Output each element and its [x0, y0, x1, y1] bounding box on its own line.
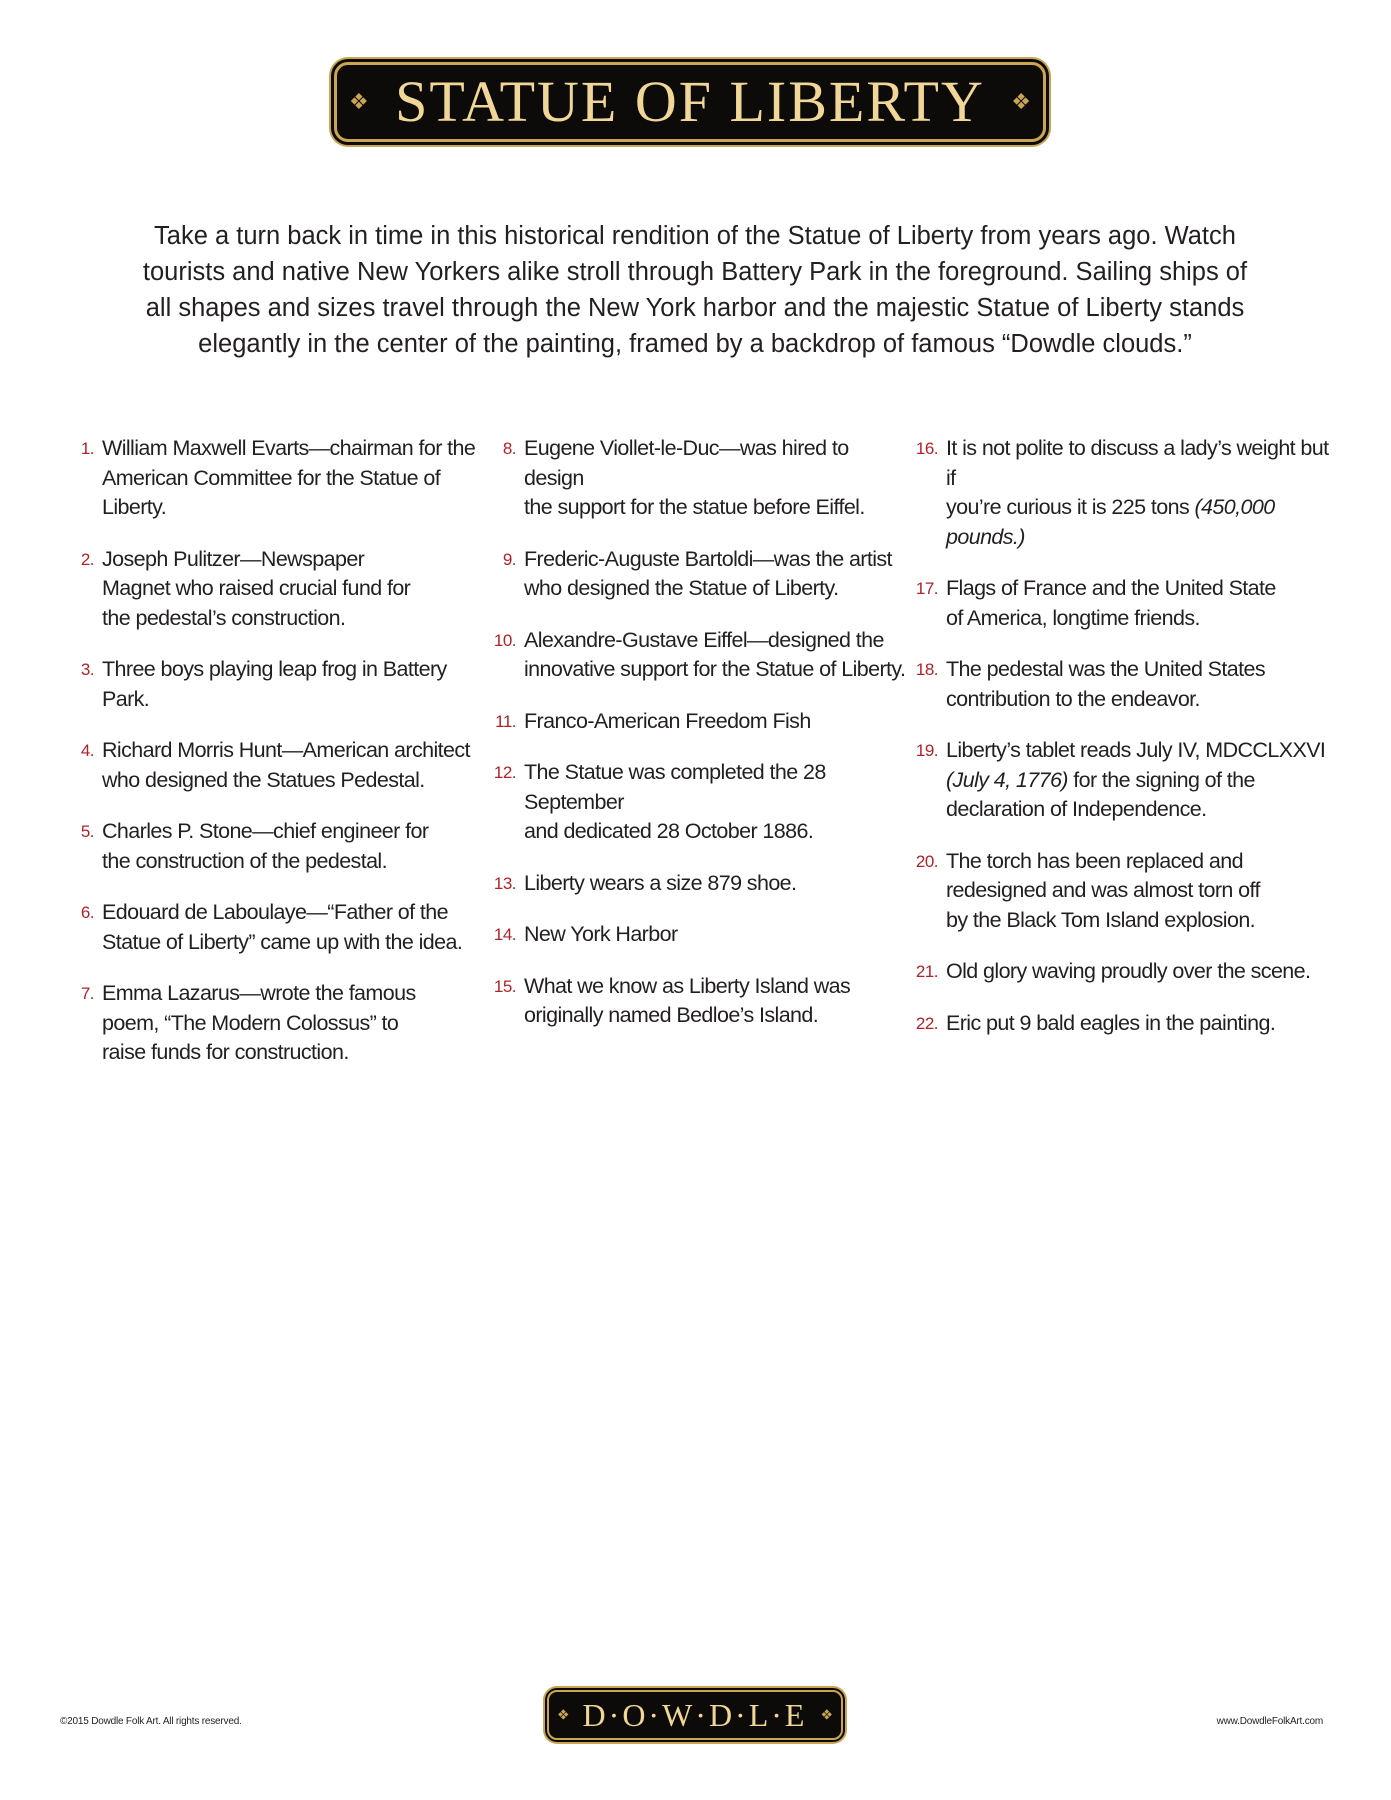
fact-line: innovative support for the Statue of Liberty. [524, 657, 906, 681]
fact-item [482, 758, 912, 847]
facts-column-2 [482, 434, 912, 1031]
fact-italic: (July 4, 1776) [946, 767, 1068, 792]
fact-item [60, 655, 490, 714]
title-banner [334, 62, 1046, 142]
fact-line: who designed the Statue of Liberty. [524, 576, 839, 600]
fact-italic: (450,000 pounds.) [946, 495, 1275, 549]
intro-line: all shapes and sizes travel through the New York harbor and the majestic Statue of Liberty stands [145, 294, 1245, 322]
fact-line: contribution to the endeavor. [946, 686, 1200, 711]
fact-line: What we know as Liberty Island was [524, 973, 851, 998]
fact-line: Flags of France and the United State [946, 576, 1276, 600]
fact-number: 2. [80, 549, 94, 569]
fact-number: 7. [80, 984, 94, 1003]
fact-line [946, 493, 1334, 552]
fact-number: 8. [502, 439, 516, 458]
fact-number: 15. [493, 976, 516, 996]
fact-number: 6. [80, 903, 94, 922]
fact-line: American Committee for the Statue of Liberty. [102, 465, 441, 519]
fact-line: It is not polite to discuss a lady’s weight but if [946, 436, 1329, 490]
fact-line: Liberty’s tablet reads July IV, MDCCLXXVI [946, 738, 1326, 762]
fact-line: Franco-American Freedom Fish [524, 708, 811, 733]
fact-number: 9. [502, 549, 516, 569]
fact-line: Joseph Pulitzer—Newspaper [102, 546, 365, 571]
fact-item [904, 655, 1334, 714]
fact-item [60, 817, 490, 876]
fact-line: of America, longtime friends. [946, 605, 1200, 630]
page-title: STATUE OF LIBERTY [395, 69, 985, 134]
fact-number: 10. [493, 630, 516, 650]
intro-line: elegantly in the center of the painting, framed by a backdrop of famous “Dowdle clouds.” [198, 330, 1192, 358]
fact-line: originally named Bedloe’s Island. [524, 1003, 819, 1027]
fact-line: Three boys playing leap frog in Battery Park. [102, 657, 447, 711]
fact-line: Eugene Viollet-le-Duc—was hired to design [524, 436, 849, 490]
fact-line: The Statue was completed the 28 September [524, 760, 826, 814]
fact-number: 20. [915, 851, 938, 871]
fact-line: Liberty wears a size 879 shoe. [524, 870, 797, 895]
fact-item [904, 574, 1334, 633]
intro-line: tourists and native New Yorkers alike stroll through Battery Park in the foreground. Sailing ships of [142, 258, 1248, 286]
fact-item [904, 957, 1334, 987]
fact-number: 13. [493, 873, 516, 893]
fact-line: and dedicated 28 October 1886. [524, 819, 814, 843]
fact-number: 3. [80, 660, 94, 679]
fact-line [946, 766, 1334, 796]
fact-line: raise funds for construction. [102, 1040, 349, 1064]
copyright-text: ©2015 Dowdle Folk Art. All rights reserved. [60, 1716, 242, 1727]
fact-item [482, 545, 912, 604]
fact-number: 5. [80, 822, 94, 841]
fact-line-text: you’re curious it is 225 tons [946, 495, 1190, 519]
fact-number: 1. [80, 439, 94, 458]
facts-column-3 [904, 434, 1334, 1038]
fact-line: Frederic-Auguste Bartoldi—was the artist [524, 546, 892, 571]
fact-number: 14. [493, 925, 516, 944]
fact-number: 16. [915, 439, 938, 458]
fact-line: Emma Lazarus—wrote the famous [102, 981, 416, 1005]
fact-line: Magnet who raised crucial fund for [102, 576, 411, 600]
fact-item [482, 707, 912, 737]
fact-line: Old glory waving proudly over the scene. [946, 959, 1311, 983]
fact-number: 12. [493, 763, 516, 782]
fact-item [60, 736, 490, 795]
fact-item [904, 847, 1334, 936]
fact-number: 21. [915, 962, 938, 981]
fact-line: Eric put 9 bald eagles in the painting. [946, 1010, 1276, 1035]
fact-item [60, 545, 490, 634]
fact-item [60, 898, 490, 957]
fact-line: The torch has been replaced and [946, 848, 1243, 873]
fact-item [482, 920, 912, 950]
fact-item [482, 434, 912, 523]
logo-ornament-left-icon: ❖ [557, 1706, 570, 1723]
fact-item [482, 869, 912, 899]
fact-item [482, 972, 912, 1031]
fact-line: Edouard de Laboulaye—“Father of the [102, 900, 448, 924]
fact-line: who designed the Statues Pedestal. [102, 767, 425, 792]
fact-item [60, 434, 490, 523]
logo-ornament-right-icon: ❖ [820, 1706, 833, 1723]
fact-number: 22. [915, 1013, 938, 1033]
fact-item [904, 1009, 1334, 1039]
ornament-left-icon: ❖ [349, 89, 369, 114]
fact-item [482, 626, 912, 685]
fact-line: the construction of the pedestal. [102, 848, 387, 873]
fact-line: the pedestal’s construction. [102, 605, 346, 630]
fact-item [904, 434, 1334, 552]
fact-line: the support for the statue before Eiffel. [524, 495, 865, 519]
fact-item [904, 736, 1334, 825]
fact-line: The pedestal was the United States [946, 657, 1266, 681]
fact-line: Alexandre-Gustave Eiffel—designed the [524, 627, 884, 652]
fact-item [60, 979, 490, 1068]
website-link[interactable]: www.DowdleFolkArt.com [1216, 1716, 1323, 1727]
fact-line: poem, “The Modern Colossus” to [102, 1010, 399, 1035]
fact-line: Statue of Liberty” came up with the idea. [102, 929, 463, 954]
fact-line: by the Black Tom Island explosion. [946, 907, 1256, 932]
fact-line: New York Harbor [524, 922, 678, 946]
intro-line: Take a turn back in time in this historical rendition of the Statue of Liberty from years ago. Watch [154, 222, 1236, 250]
fact-line: Charles P. Stone—chief engineer for [102, 819, 429, 843]
fact-line: redesigned and was almost torn off [946, 878, 1260, 902]
ornament-right-icon: ❖ [1011, 89, 1031, 114]
fact-line: declaration of Independence. [946, 797, 1207, 821]
intro-paragraph [140, 218, 1250, 362]
dowdle-logo [547, 1690, 843, 1740]
fact-line-text: for the signing of the [1073, 767, 1255, 792]
fact-number: 19. [915, 741, 938, 760]
fact-number: 11. [495, 711, 516, 731]
fact-number: 17. [915, 579, 938, 598]
fact-line: William Maxwell Evarts—chairman for the [102, 436, 476, 460]
facts-column-1 [60, 434, 490, 1068]
logo-text: D·O·W·D·L·E [582, 1697, 808, 1733]
fact-number: 18. [915, 660, 938, 679]
fact-number: 4. [80, 741, 94, 760]
fact-line: Richard Morris Hunt—American architect [102, 738, 470, 762]
